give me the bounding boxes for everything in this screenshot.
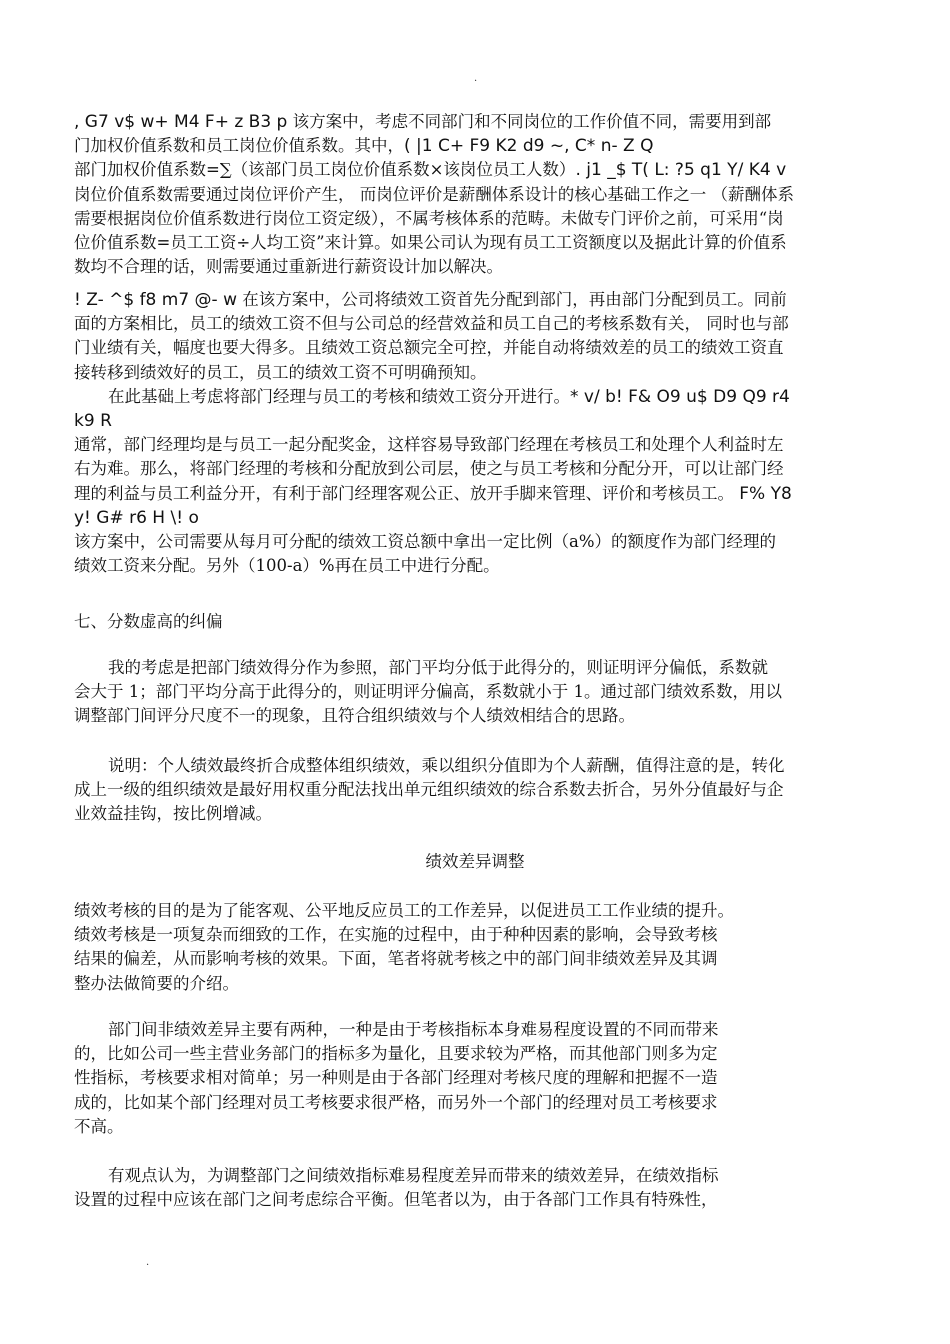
text-line: 绩效考核的目的是为了能客观、公平地反应员工的工作差异，以促进员工工作业绩的提升。 — [74, 901, 734, 920]
text-line: 该方案中，公司需要从每月可分配的绩效工资总额中拿出一定比例（a%）的额度作为部门经理的 — [74, 532, 777, 552]
text-line: 结果的偏差，从而影响考核的效果。下面，笔者将就考核之中的部门间非绩效差异及其调 — [74, 949, 718, 969]
garbled-text: y! G# r6 H \! o — [74, 507, 199, 528]
text-line: 部门间非绩效差异主要有两种，一种是由于考核指标本身难易程度设置的不同而带来 — [108, 1020, 719, 1039]
section-heading-diff: 绩效差异调整 — [425, 852, 525, 871]
text-line: 的，比如公司一些主营业务部门的指标多为量化，且要求较为严格，而其他部门则多为定 — [74, 1044, 718, 1064]
text-line: 成上一级的组织绩效是最好用权重分配法找出单元组织绩效的综合系数去折合，另外分值最好与企 — [74, 780, 784, 800]
section7-paragraph-2 — [74, 754, 785, 827]
text-line — [74, 134, 794, 158]
text-line: 绩效考核是一项复杂而细致的工作，在实施的过程中，由于种种因素的影响，会导致考核 — [74, 925, 718, 945]
text-line — [74, 385, 792, 409]
text-line: 接转移到绩效好的员工，员工的绩效工资不可明确预知。 — [74, 362, 487, 382]
text-segment: 在此基础上考虑将部门经理与员工的考核和绩效工资分开进行。 — [108, 386, 570, 406]
text-line: 岗位价值系数需要通过岗位评价产生， 而岗位评价是薪酬体系设计的核心基础工作之一 （薪酬体系 — [74, 184, 794, 204]
diff-paragraph-1 — [74, 899, 734, 996]
diff-paragraph-2 — [74, 1018, 719, 1139]
diff-paragraph-3 — [74, 1164, 719, 1212]
section-heading-7: 七、分数虚高的纠偏 — [74, 612, 223, 631]
text-segment: 该方案中，考虑不同部门和不同岗位的工作价值不同，需要用到部 — [292, 112, 772, 131]
text-line: 成的，比如某个部门经理对员工考核要求很严格，而另外一个部门的经理对员工考核要求 — [74, 1092, 718, 1112]
scheme-paragraph-1 — [74, 110, 794, 279]
text-line: 不高。 — [74, 1116, 124, 1136]
text-line: 业效益挂钩，按比例增减。 — [74, 804, 272, 824]
text-line: 设置的过程中应该在部门之间考虑综合平衡。但笔者以为，由于各部门工作具有特殊性， — [74, 1190, 718, 1210]
text-line: 门业绩有关，幅度也要大得多。且绩效工资总额完全可控，并能自动将绩效差的员工的绩效工资直 — [74, 338, 784, 358]
text-line: 绩效工资来分配。另外（100-a）%再在员工中进行分配。 — [74, 556, 500, 576]
text-segment: 理的利益与员工利益分开，有利于部门经理客观公正、放开手脚来管理、评价和考核员工。 — [74, 483, 734, 503]
garbled-text: ( |1 C+ F9 K2 d9 ~, C* n- Z Q — [404, 136, 654, 157]
text-line: 性指标，考核要求相对简单；另一种则是由于各部门经理对考核尺度的理解和把握不一造 — [74, 1068, 718, 1088]
text-line: 右为难。那么，将部门经理的考核和分配放到公司层，使之与员工考核和分配分开，可以让部门经 — [74, 459, 784, 479]
bottom-page-mark: . — [146, 1257, 150, 1268]
text-line: 我的考虑是把部门绩效得分作为参照，部门平均分低于此得分的，则证明评分偏低，系数就 — [108, 658, 768, 677]
text-line: 通常，部门经理均是与员工一起分配奖金，这样容易导致部门经理在考核员工和处理个人利益时左 — [74, 435, 784, 455]
garbled-text: , G7 v$ w+ M4 F+ z B3 p — [74, 112, 288, 132]
text-line: 位价值系数=员工工资÷人均工资”来计算。如果公司认为现有员工工资额度以及据此计算的价值系 — [74, 233, 787, 253]
garbled-text: F% Y8 — [739, 483, 792, 504]
scheme-paragraph-2 — [74, 288, 792, 578]
garbled-text: ! Z- ^$ f8 m7 @- w — [74, 290, 237, 310]
text-line: 说明：个人绩效最终折合成整体组织绩效，乘以组织分值即为个人薪酬，值得注意的是，转化 — [108, 756, 785, 775]
text-segment: 门加权价值系数和员工岗位价值系数。其中， — [74, 136, 404, 156]
text-line — [74, 110, 794, 134]
text-line: 整办法做简要的介绍。 — [74, 973, 239, 993]
section7-paragraph-1 — [74, 656, 782, 729]
text-line: 调整部门间评分尺度不一的现象，且符合组织绩效与个人绩效相结合的思路。 — [74, 706, 635, 726]
text-line: 面的方案相比，员工的绩效工资不但与公司总的经营效益和员工自己的考核系数有关， 同时也与部 — [74, 314, 789, 334]
garbled-text: . j1 _$ T( L: ?5 q1 Y/ K4 v — [575, 160, 787, 181]
text-segment: 在该方案中，公司将绩效工资首先分配到部门，再由部门分配到员工。同前 — [242, 290, 787, 309]
garbled-text: k9 R — [74, 411, 112, 432]
garbled-text: * v/ b! F& O9 u$ D9 Q9 r4 — [570, 386, 790, 407]
text-line: 会大于 1；部门平均分高于此得分的，则证明评分偏高，系数就小于 1。通过部门绩效系数，用以 — [74, 682, 782, 702]
text-line: 有观点认为，为调整部门之间绩效指标难易程度差异而带来的绩效差异，在绩效指标 — [108, 1166, 719, 1185]
formula-line — [74, 158, 794, 182]
text-segment: 部门加权价值系数=∑（该部门员工岗位价值系数×该岗位员工人数） — [74, 160, 576, 180]
top-page-mark: . — [474, 73, 478, 84]
text-line — [74, 288, 792, 312]
text-line: 数均不合理的话，则需要通过重新进行薪资设计加以解决。 — [74, 257, 503, 277]
text-line — [74, 482, 792, 506]
text-line: 需要根据岗位价值系数进行岗位工资定级），不属考核体系的范畴。未做专门评价之前，可采用“岗 — [74, 208, 784, 228]
